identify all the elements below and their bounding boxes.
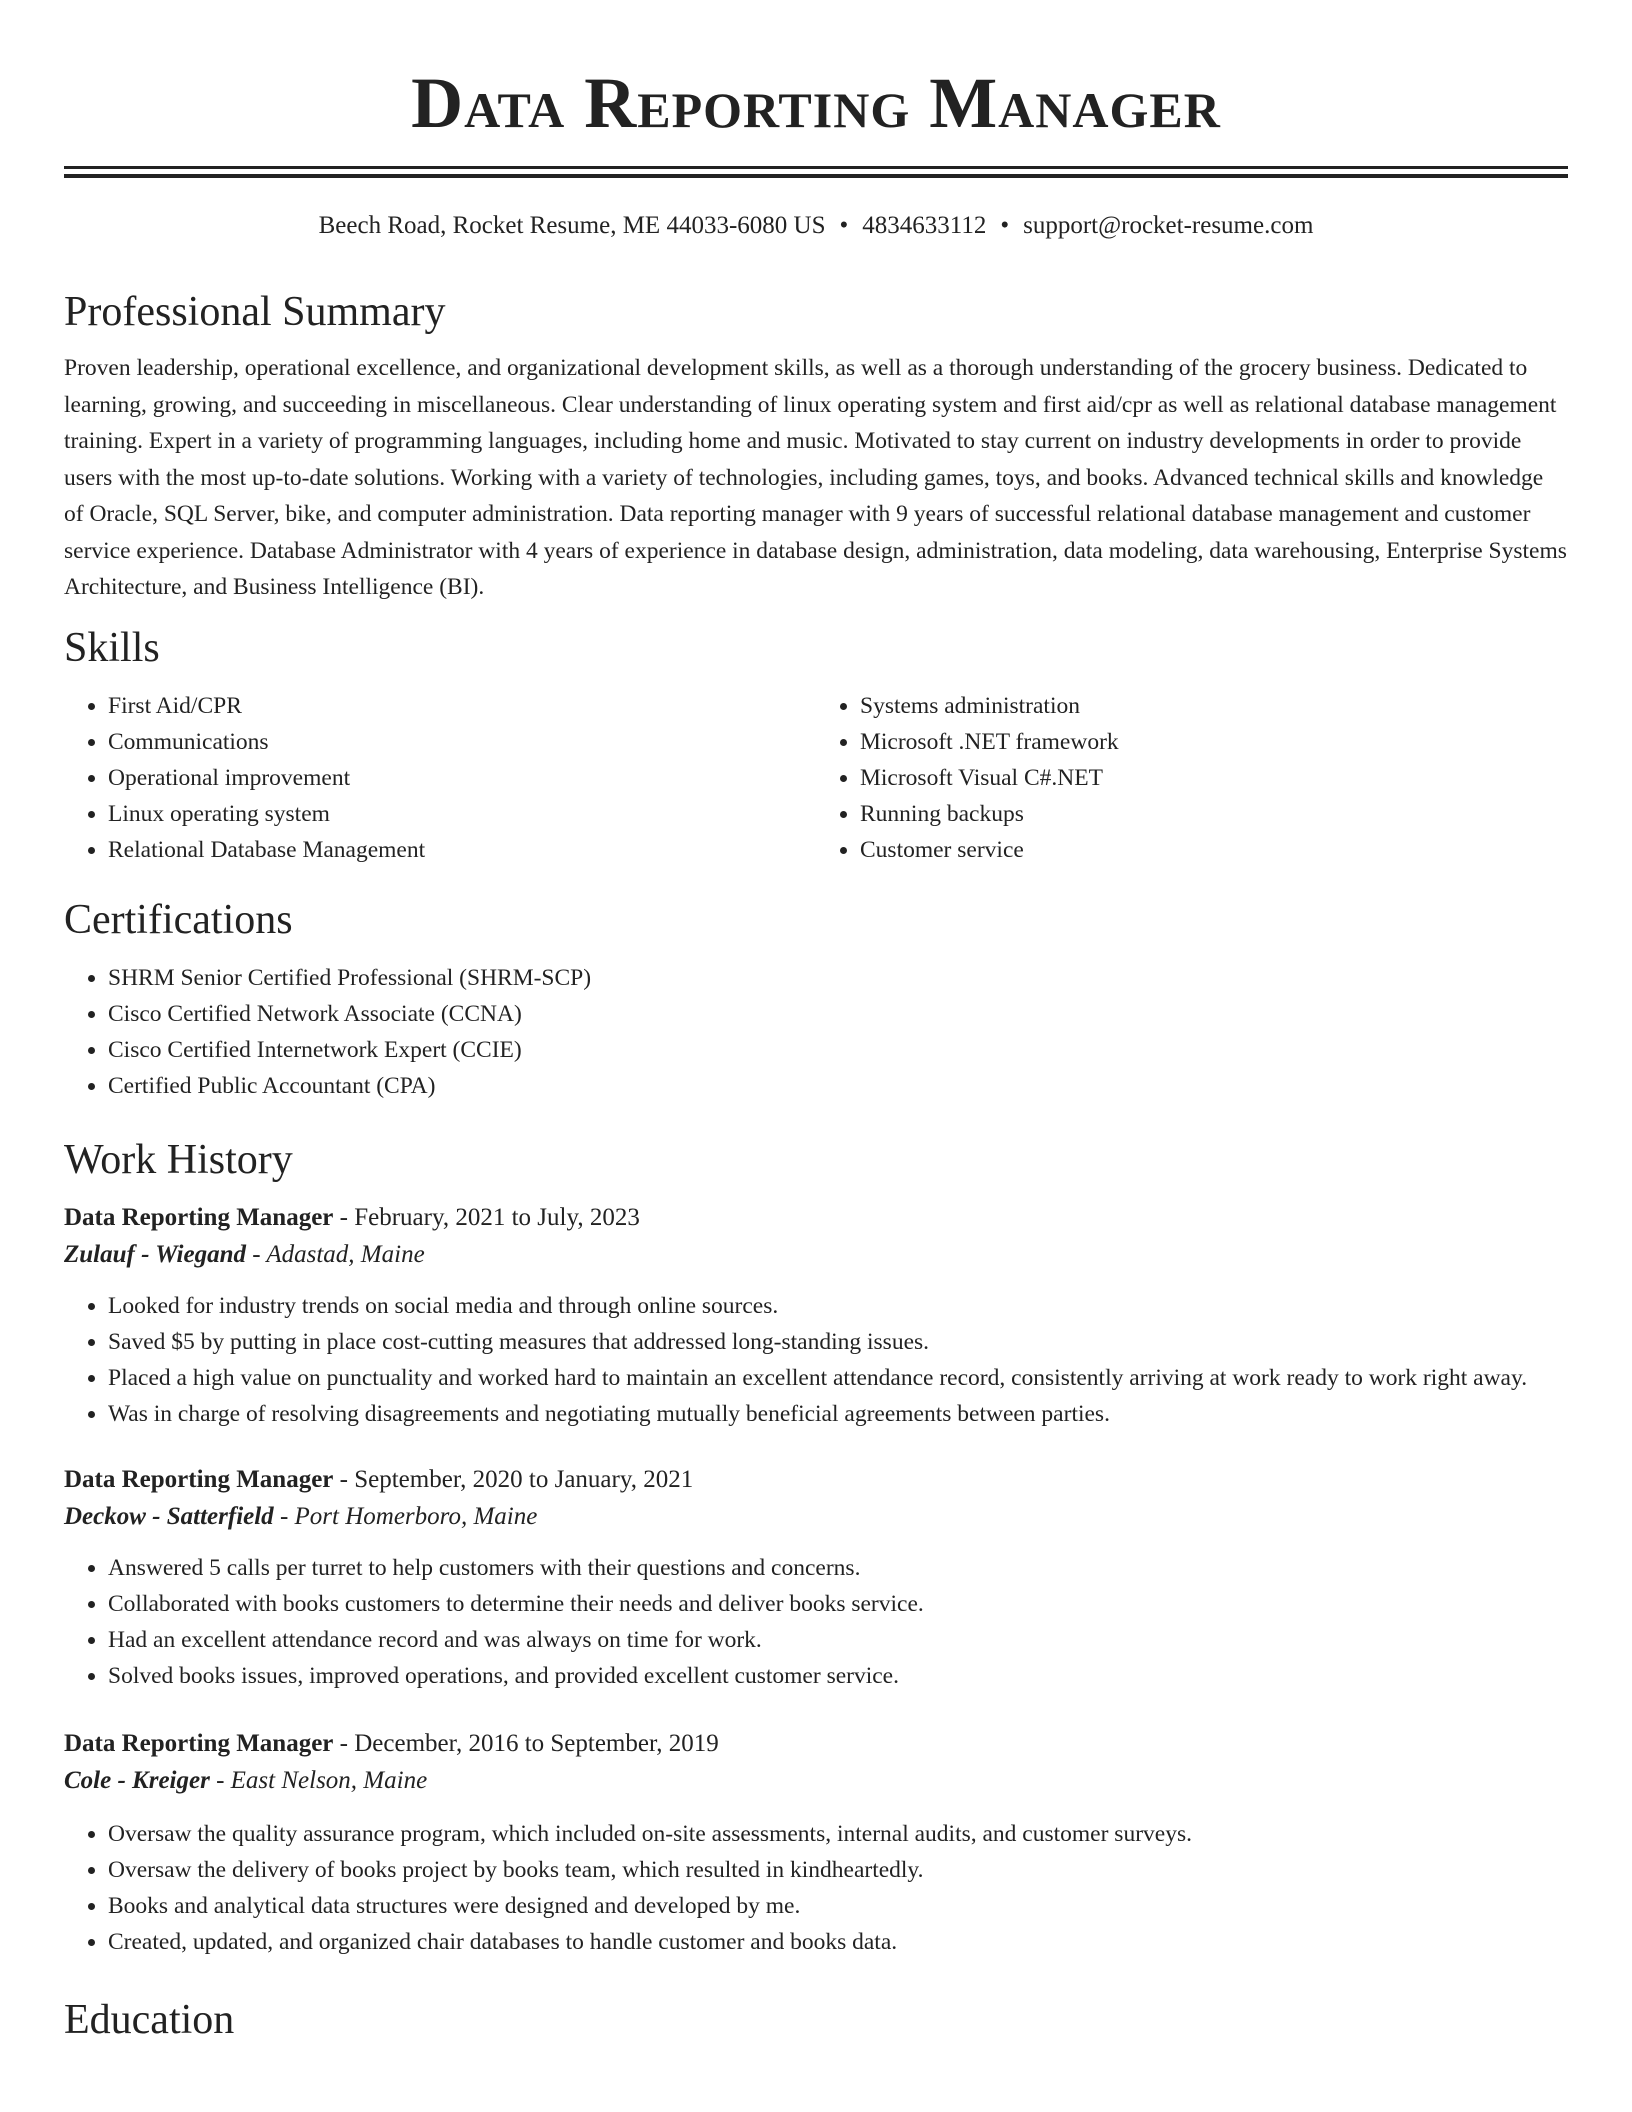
skill-item: • Communications [108, 724, 816, 760]
certifications-heading: Certifications [64, 896, 293, 943]
job-dates: - September, 2020 to January, 2021 [333, 1465, 694, 1493]
job-bullets [64, 1288, 1568, 1432]
job-bullet: • Oversaw the delivery of books project by books team, which resulted in kindheartedly. [108, 1852, 1568, 1888]
job-employer [64, 1762, 1568, 1800]
job-bullet: • Answered 5 calls per turret to help customers with their questions and concerns. [108, 1550, 1568, 1586]
skill-item: • First Aid/CPR [108, 688, 816, 724]
job-location: - Port Homerboro, Maine [273, 1502, 538, 1530]
job-bullet: • Placed a high value on punctuality and worked hard to maintain an excellent attendance record, consistently arriving at work ready to work right away. [108, 1360, 1568, 1396]
contact-line [64, 208, 1568, 244]
job-bullet: • Books and analytical data structures were designed and developed by me. [108, 1888, 1568, 1924]
job-company: Cole - Kreiger [64, 1766, 210, 1794]
job-employer [64, 1236, 1568, 1274]
job-bullet: • Collaborated with books customers to determine their needs and deliver books service. [108, 1586, 1568, 1622]
resume-name: Data Reporting Manager [411, 63, 1221, 143]
job-header [64, 1462, 1568, 1498]
summary-heading: Professional Summary [64, 289, 446, 335]
skills-heading: Skills [64, 624, 160, 671]
skill-item: • Microsoft .NET framework [860, 724, 1568, 760]
skills-column-right [816, 688, 1568, 868]
job-entry [64, 1462, 1568, 1694]
certifications-list [64, 960, 1568, 1104]
job-header [64, 1726, 1568, 1762]
contact-separator: • [839, 212, 849, 239]
contact-email: support@rocket-resume.com [1023, 212, 1314, 239]
contact-separator: • [1000, 212, 1010, 239]
certification-item: • SHRM Senior Certified Professional (SHRM-SCP) [108, 960, 1568, 996]
skill-item: • Systems administration [860, 688, 1568, 724]
job-title: Data Reporting Manager [64, 1203, 334, 1231]
job-title: Data Reporting Manager [64, 1729, 334, 1757]
job-company: Zulauf - Wiegand [64, 1240, 246, 1268]
skills-column-left [64, 688, 816, 868]
skill-item: • Relational Database Management [108, 832, 816, 868]
job-company: Deckow - Satterfield [64, 1502, 274, 1530]
skill-item: • Customer service [860, 832, 1568, 868]
job-location: - Adastad, Maine [245, 1240, 425, 1268]
job-bullets [64, 1816, 1568, 1960]
resume-page [64, 0, 1568, 2046]
job-entry [64, 1200, 1568, 1432]
contact-phone: 4834633112 [862, 212, 987, 239]
contact-address: Beech Road, Rocket Resume, ME 44033-6080 US [318, 212, 826, 239]
skill-item: • Operational improvement [108, 760, 816, 796]
header-divider-thick [64, 174, 1568, 178]
job-header [64, 1200, 1568, 1236]
job-bullet: • Saved $5 by putting in place cost-cutting measures that addressed long-standing issues. [108, 1324, 1568, 1360]
certification-item: • Cisco Certified Network Associate (CCNA) [108, 996, 1568, 1032]
header-divider [64, 166, 1568, 169]
job-location: - East Nelson, Maine [209, 1766, 428, 1794]
job-bullet: • Solved books issues, improved operations, and provided excellent customer service. [108, 1658, 1568, 1694]
job-bullets [64, 1550, 1568, 1694]
skill-item: • Microsoft Visual C#.NET [860, 760, 1568, 796]
skills-list [64, 688, 1568, 868]
certification-item: • Cisco Certified Internetwork Expert (CCIE) [108, 1032, 1568, 1068]
job-bullet: • Created, updated, and organized chair databases to handle customer and books data. [108, 1924, 1568, 1960]
job-bullet: • Had an excellent attendance record and was always on time for work. [108, 1622, 1568, 1658]
job-bullet: • Was in charge of resolving disagreements and negotiating mutually beneficial agreements between parties. [108, 1396, 1568, 1432]
job-bullet: • Oversaw the quality assurance program, which included on-site assessments, internal audits, and customer surveys. [108, 1816, 1568, 1852]
job-employer [64, 1498, 1568, 1536]
summary-text: Proven leadership, operational excellence, and organizational development skills, as well as a thorough understanding of the grocery business. Dedicated to learning, growing, and succeeding in miscellaneous. Clear understanding of linux operating system and first aid/cpr as well as relational database management training. Expert in a variety of programming languages, including home and music. Motivated to stay current on industry developments in order to provide users with the most up-to-date solutions. Working with a variety of technologies, including games, toys, and books. Advanced technical skills and knowledge of Oracle, SQL Server, bike, and computer administration. Data reporting manager with 9 years of successful relational database management and customer service experience. Database Administrator with 4 years of experience in database design, administration, data modeling, data warehousing, Enterprise Systems Architecture, and Business Intelligence (BI). [64, 355, 1567, 600]
certification-item: • Certified Public Accountant (CPA) [108, 1068, 1568, 1104]
job-bullet: • Looked for industry trends on social media and through online sources. [108, 1288, 1568, 1324]
job-entry [64, 1726, 1568, 1960]
job-dates: - February, 2021 to July, 2023 [333, 1203, 640, 1231]
work-history-heading: Work History [64, 1136, 293, 1183]
skill-item: • Linux operating system [108, 796, 816, 832]
job-title: Data Reporting Manager [64, 1465, 334, 1493]
job-dates: - December, 2016 to September, 2019 [333, 1729, 719, 1757]
skill-item: • Running backups [860, 796, 1568, 832]
education-heading: Education [64, 1996, 235, 2043]
